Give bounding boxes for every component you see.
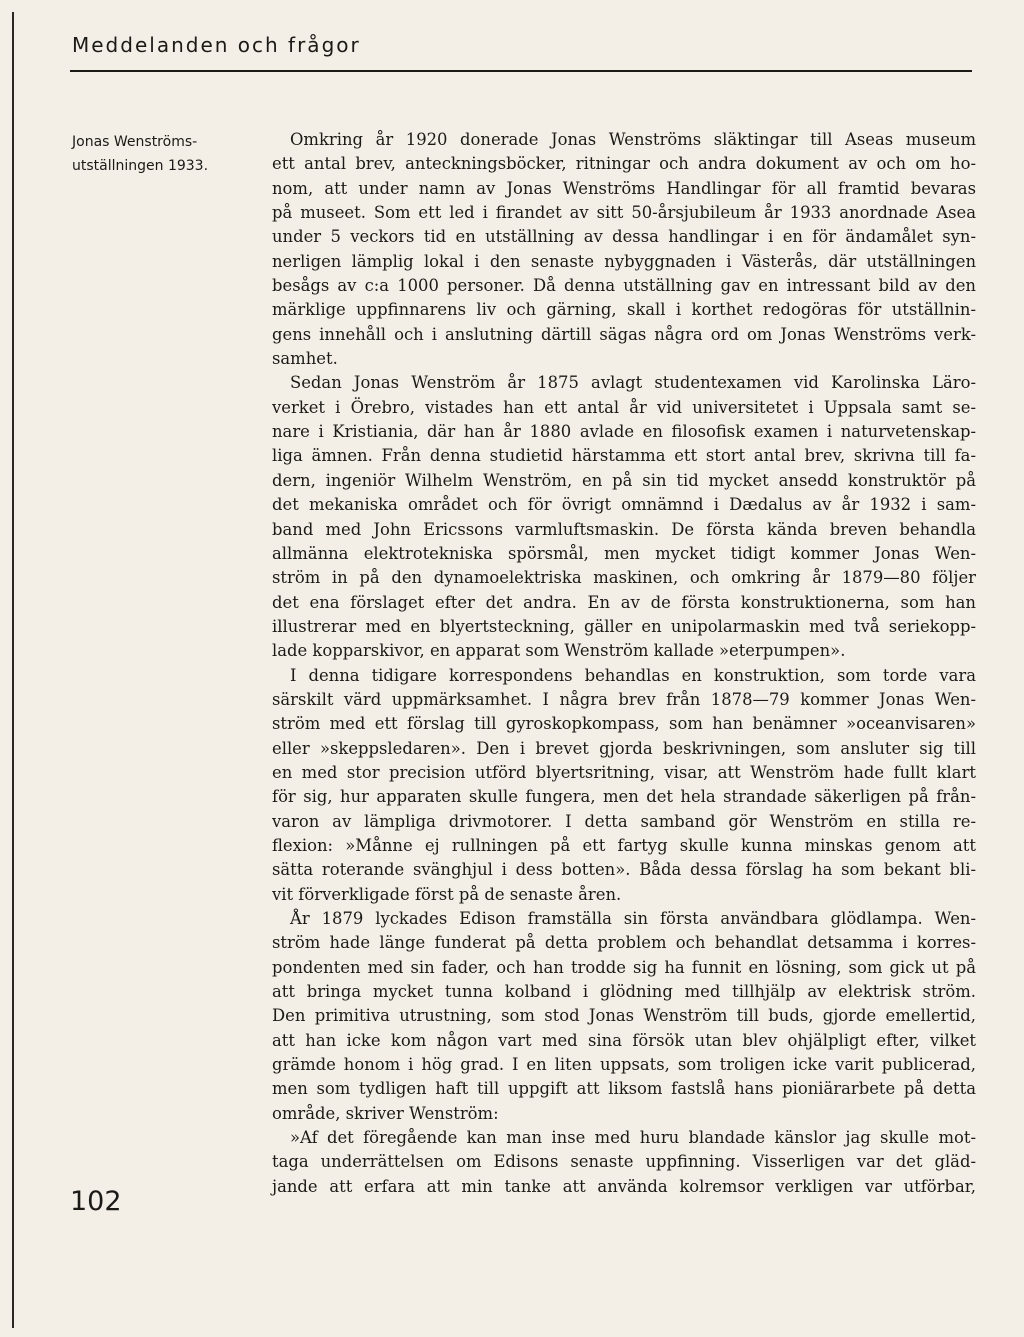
text-line: dern, ingeniör Wilhelm Wenström, en på sin tid mycket ansedd konstruktör på xyxy=(272,470,976,490)
text-line: det ena förslaget efter det andra. En av de första konstruktionerna, som han xyxy=(272,592,976,612)
text-line: märklige uppfinnarens liv och gärning, skall i korthet redogöras för utställnin- xyxy=(272,300,976,320)
text-line: jande att erfara att min tanke att använda kolremsor verkligen var utförbar, xyxy=(272,1176,976,1196)
text-line: ström med ett förslag till gyroskopkompass, som han benämner »oceanvisaren» xyxy=(272,714,976,734)
text-line: en med stor precision utförd blyertsritning, visar, att Wenström hade fullt klart xyxy=(272,762,976,782)
text-line: taga underrättelsen om Edisons senaste uppfinning. Visserligen var det gläd- xyxy=(272,1152,976,1172)
text-line: Omkring år 1920 donerade Jonas Wenströms släktingar till Aseas museum xyxy=(290,130,976,149)
text-line: I denna tidigare korrespondens behandlas en konstruktion, som torde vara xyxy=(290,665,976,685)
text-line: pondenten med sin fader, och han trodde sig ha funnit en lösning, som gick ut på xyxy=(272,957,976,977)
text-line: ström in på den dynamoelektriska maskinen, och omkring år 1879—80 följer xyxy=(272,568,976,588)
text-line: »Af det föregående kan man inse med huru blandade känslor jag skulle mot- xyxy=(290,1128,976,1148)
text-line: År 1879 lyckades Edison framställa sin första användbara glödlampa. Wen- xyxy=(290,909,976,928)
side-heading xyxy=(72,130,262,178)
text-line: varon av lämpliga drivmotorer. I detta samband gör Wenström en stilla re- xyxy=(272,811,976,831)
text-line: det mekaniska området och för övrigt omnämnd i Dædalus av år 1932 i sam- xyxy=(272,495,976,515)
text-line: verket i Örebro, vistades han ett antal år vid universitetet i Uppsala samt se- xyxy=(272,397,976,417)
text-line: ström hade länge funderat på detta problem och behandlat detsamma i korres- xyxy=(272,933,976,953)
text-line: särskilt värd uppmärksamhet. I några brev från 1878—79 kommer Jonas Wen- xyxy=(272,689,976,709)
text-line: liga ämnen. Från denna studietid härstamma ett stort antal brev, skrivna till fa- xyxy=(272,446,976,466)
text-line: gens innehåll och i anslutning därtill sägas några ord om Jonas Wenströms verk- xyxy=(272,324,976,344)
text-line: besågs av c:a 1000 personer. Då denna utställning gav en intressant bild av den xyxy=(272,276,976,296)
side-heading-line: utställningen 1933. xyxy=(72,158,209,174)
text-line: vit förverkligade först på de senaste åren. xyxy=(272,884,622,904)
text-line: att bringa mycket tunna kolband i glödning med tillhjälp av elektrisk ström. xyxy=(272,982,976,1002)
text-line: flexion: »Månne ej rullningen på ett fartyg skulle kunna minskas genom att xyxy=(272,835,976,855)
text-line: under 5 veckors tid en utställning av dessa handlingar i en för ändamålet syn- xyxy=(272,227,976,247)
text-line: nerligen lämplig lokal i den senaste nybyggnaden i Västerås, där utställningen xyxy=(272,251,976,271)
text-line: illustrerar med en blyertsteckning, gäller en unipolarmaskin med två seriekopp- xyxy=(272,616,976,636)
text-line: på museet. Som ett led i firandet av sitt 50-årsjubileum år 1933 anordnade Asea xyxy=(272,203,976,223)
text-line: allmänna elektrotekniska spörsmål, men mycket tidigt kommer Jonas Wen- xyxy=(272,543,976,563)
text-line: men som tydligen haft till uppgift att liksom fastslå hans pioniärarbete på detta xyxy=(272,1079,976,1099)
text-line: lade kopparskivor, en apparat som Wenström kallade »eterpumpen». xyxy=(272,641,846,661)
page-number: 102 xyxy=(70,1186,122,1217)
text-line: nare i Kristiania, där han år 1880 avlade en filosofisk examen i naturvetenskap- xyxy=(272,422,976,442)
text-line: samhet. xyxy=(272,349,338,369)
text-line: för sig, hur apparaten skulle fungera, men det hela strandade säkerligen på från- xyxy=(272,787,976,807)
text-line: Den primitiva utrustning, som stod Jonas Wenström till buds, gjorde emellertid, xyxy=(272,1006,976,1026)
text-line: Sedan Jonas Wenström år 1875 avlagt studentexamen vid Karolinska Läro- xyxy=(290,373,976,393)
text-line: område, skriver Wenström: xyxy=(272,1103,499,1123)
text-line: band med John Ericssons varmluftsmaskin. De första kända breven behandla xyxy=(272,519,976,539)
side-heading-line: Jonas Wenströms- xyxy=(72,134,198,150)
text-line: nom, att under namn av Jonas Wenströms Handlingar för all framtid bevaras xyxy=(272,178,976,198)
article-body xyxy=(272,128,976,1199)
text-line: sätta roterande svänghjul i dess botten». Båda dessa förslag ha som bekant bli- xyxy=(272,860,976,880)
text-line: eller »skeppsledaren». Den i brevet gjorda beskrivningen, som ansluter sig till xyxy=(272,738,976,758)
text-line: grämde honom i hög grad. I en liten uppsats, som troligen icke varit publicerad, xyxy=(272,1055,976,1075)
text-line: att han icke kom någon vart med sina försök utan blev ohjälpligt efter, vilket xyxy=(272,1030,976,1050)
header-rule xyxy=(70,70,972,72)
text-line: ett antal brev, anteckningsböcker, ritningar och andra dokument av och om ho- xyxy=(272,154,976,174)
running-head: Meddelanden och frågor xyxy=(72,33,361,57)
